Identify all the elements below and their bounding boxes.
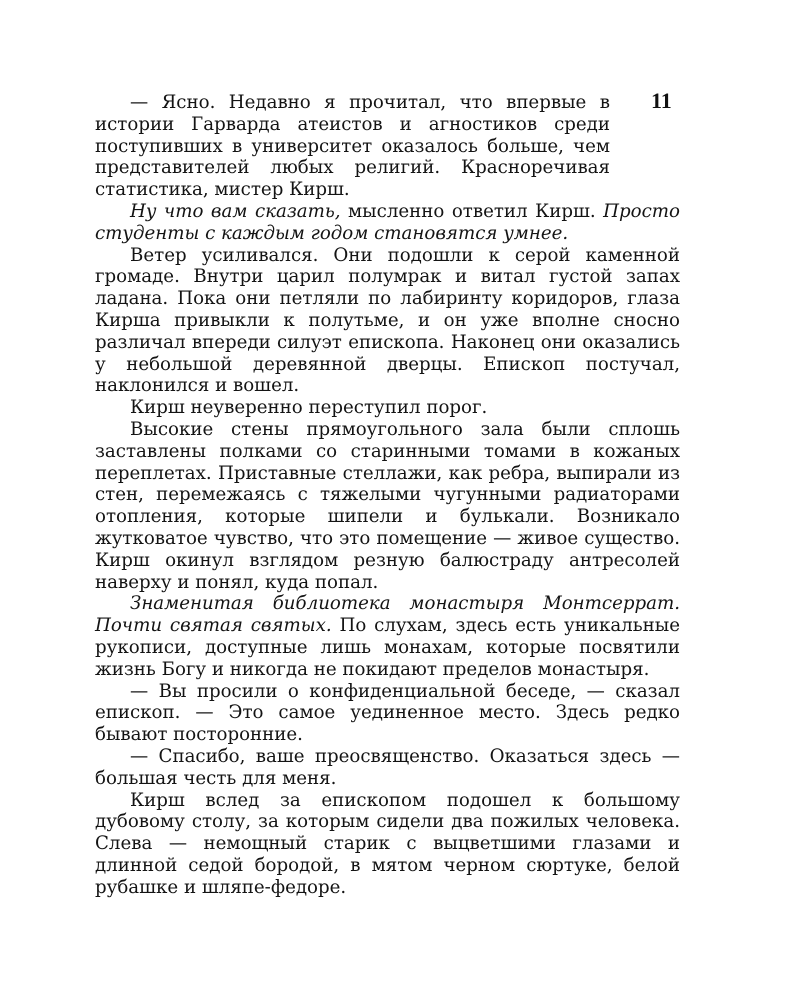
paragraph-2-italic-end: Просто студенты с каждым годом становятся умнее. <box>95 200 680 244</box>
paragraph-1: — Ясно. Недавно я прочитал, что впервые в истории Гарварда атеистов и агностиков среди поступивших в университет оказалось больше, чем представителей любых религий. Красноречивая статистика, мистер Кирш. <box>95 92 610 201</box>
paragraph-8: — Спасибо, ваше преосвященство. Оказаться здесь — большая честь для меня. <box>95 745 680 789</box>
paragraph-6-normal: По слухам, здесь есть уникальные рукописи, доступные лишь монахам, которые посвятили жизнь Богу и никогда не покидают пределов монастыря. <box>95 615 680 680</box>
paragraph-5: Высокие стены прямоугольного зала были сплошь заставлены полками со старинными томами в кожаных переплетах. Приставные стеллажи, как ребра, выпирали из стен, перемежаясь с тяжелыми чугунными радиаторами отопления, которые шипели и булькали. Возникало жутковатое чувство, что это помещение — живое существо. Кирш окинул взглядом резную балюстраду антресолей наверху и понял, куда попал. <box>95 418 680 593</box>
paragraph-3: Ветер усиливался. Они подошли к серой каменной громаде. Внутри царил полумрак и витал густой запах ладана. Пока они петляли по лабиринту коридоров, глаза Кирша привыкли к полутьме, и он уже вполне сносно различал впереди силуэт епископа. Наконец они оказались у небольшой деревянной дверцы. Епископ постучал, наклонился и вошел. <box>95 244 680 397</box>
page-number: 11 <box>651 88 672 113</box>
paragraph-6 <box>95 593 680 680</box>
page-text <box>95 92 680 898</box>
paragraph-2-italic-start: Ну что вам сказать, <box>130 200 341 222</box>
paragraph-4: Кирш неуверенно переступил порог. <box>130 397 488 419</box>
paragraph-9: Кирш вслед за епископом подошел к большому дубовому столу, за которым сидели два пожилых человека. Слева — немощный старик с выцветшими глазами и длинной седой бородой, в мятом черном сюртуке, белой рубашке и шляпе-федоре. <box>95 789 680 898</box>
paragraph-2-normal: мысленно ответил Кирш. <box>340 200 604 222</box>
paragraph-7: — Вы просили о конфиденциальной беседе, — сказал епископ. — Это самое уединенное место. Здесь редко бывают посторонние. <box>95 680 680 746</box>
paragraph-2 <box>95 201 680 245</box>
paragraph-6-italic: Знаменитая библиотека монастыря Монтсеррат. Почти святая святых. <box>95 593 680 637</box>
